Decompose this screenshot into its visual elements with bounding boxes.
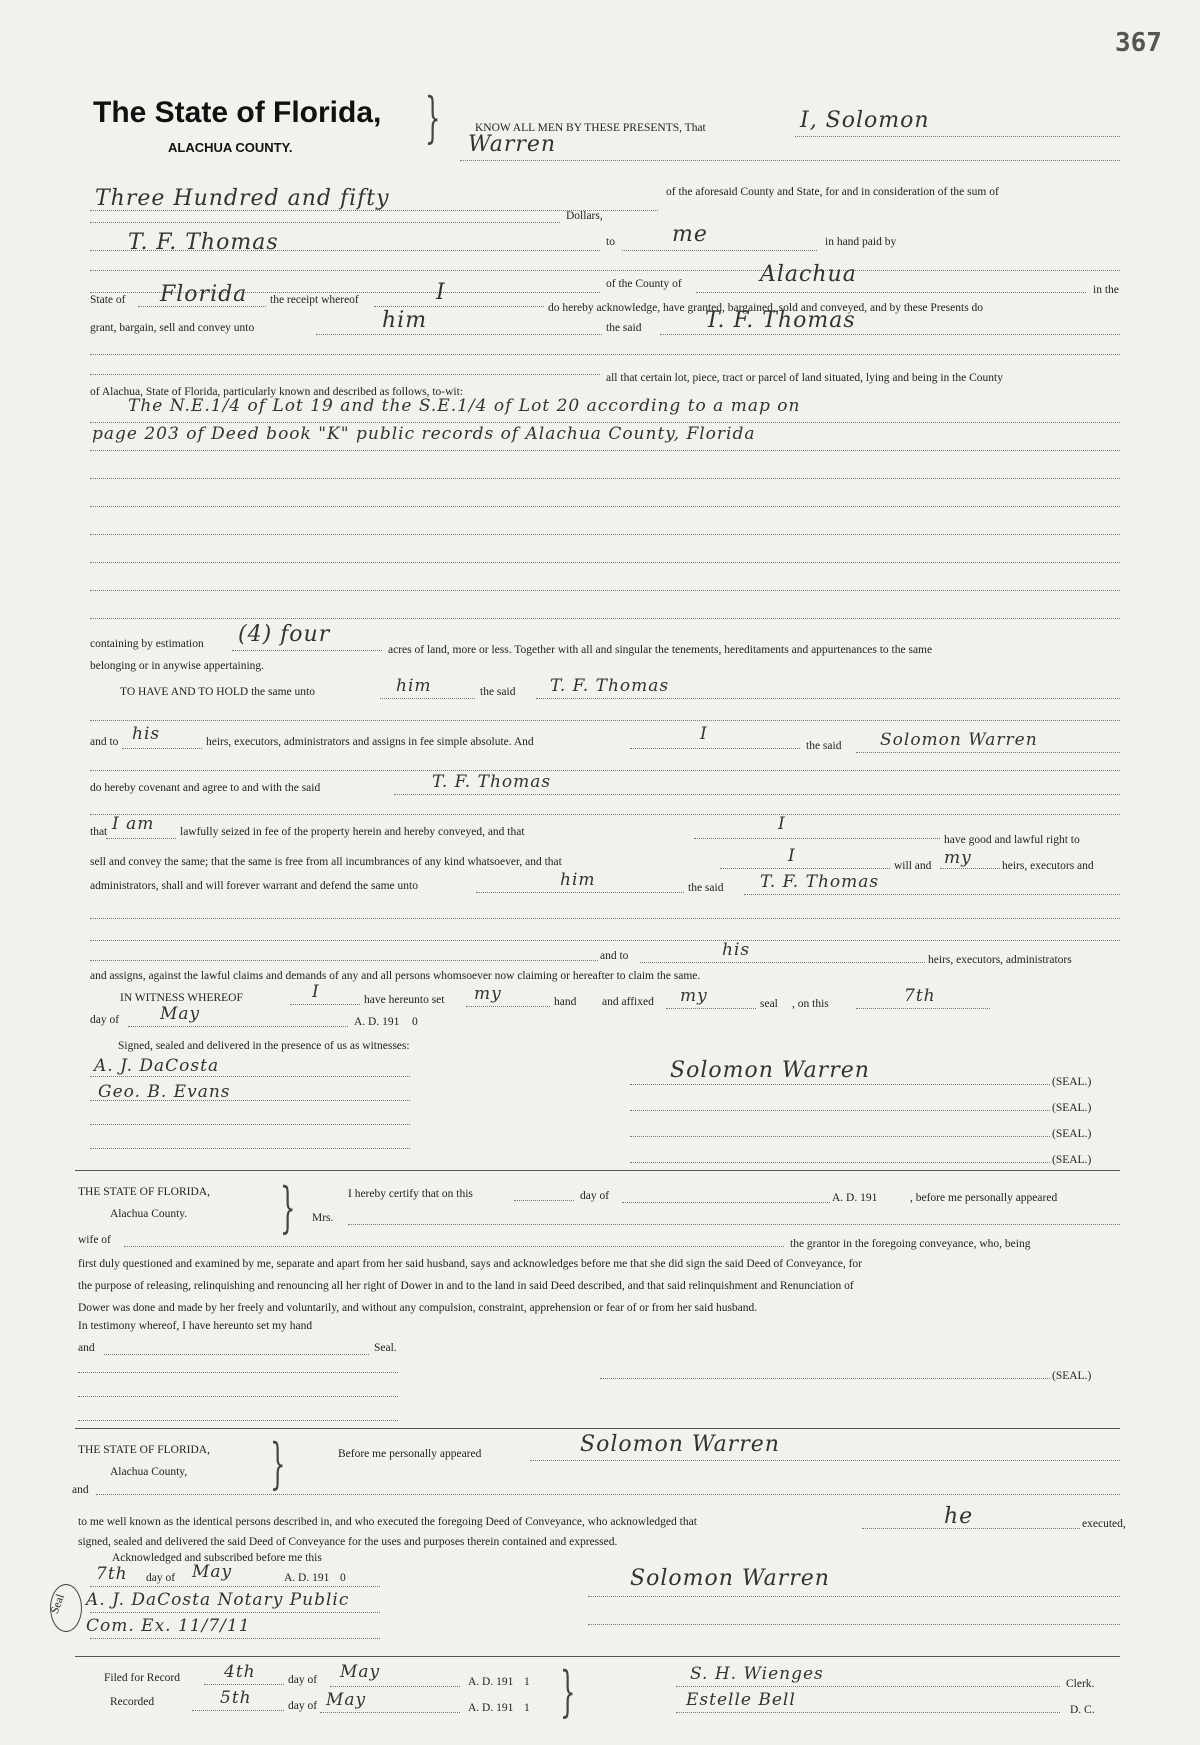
filed-ad: A. D. 191 [468,1676,514,1688]
rule [696,292,1086,293]
rule [536,698,1120,699]
affixed-hw: my [680,986,708,1006]
notary-hw: A. J. DaCosta Notary Public [86,1590,350,1610]
rule [90,960,598,961]
his-hw: his [132,724,161,744]
seal-2: (SEAL.) [1052,1102,1092,1114]
signed-sealed-text: Signed, sealed and delivered in the presence of us as witnesses: [118,1040,410,1052]
rule [90,1100,410,1101]
rule [862,1528,1080,1529]
know-all-text: KNOW ALL MEN BY THESE PRESENTS, That [475,122,706,134]
rule [660,334,1120,335]
rule [630,1110,1050,1111]
consideration-hw: Three Hundred and fifty [95,186,390,211]
acknowledge-text: do hereby acknowledge, have granted, bargained, sold and conveyed, and by these Presents do [548,302,984,314]
belonging-text: belonging or in anywise appertaining. [90,660,265,672]
rule [630,1084,1050,1085]
rule [940,868,1000,869]
commission-hw: Com. Ex. 11/7/11 [86,1616,251,1636]
rule [622,250,817,251]
notary-seal-hw: Seal [48,1592,67,1616]
rule [90,1612,380,1613]
ack-to-me: to me well known as the identical persons described in, and who executed the foregoing Deed of Conveyance, who acknowledged that [78,1516,697,1528]
and-to-text: and to [90,736,119,748]
sell-hw: I [788,846,796,866]
rule [90,270,1120,271]
acres-hw: (4) four [238,622,331,647]
and-to-2-text: and to [600,950,629,962]
the-said-text: the said [606,322,642,334]
rule [90,720,1120,721]
ad-text: A. D. 191 [354,1016,400,1028]
rule [856,752,1120,753]
rule [348,1224,1120,1225]
rule [90,354,1120,355]
filed-day-hw: 4th [224,1662,256,1682]
day-hw: 7th [904,986,936,1006]
rule [720,868,890,869]
rule [90,478,1120,479]
rule [90,1124,410,1125]
dower-testimony: In testimony whereof, I have hereunto set my hand [78,1320,313,1332]
dower-certify: I hereby certify that on this [348,1188,473,1200]
clerk-text: Clerk. [1066,1678,1095,1690]
my-hw: my [944,848,972,868]
defend-grantee-hw: T. F. Thomas [760,872,880,892]
rule [676,1712,1060,1713]
dower-brace: } [280,1176,296,1239]
dower-seal-dot: Seal. [374,1342,397,1354]
the-said-4-text: the said [688,882,724,894]
heirs-exec-text: heirs, executors, administrators and assigns in fee simple absolute. And [206,736,534,748]
in-hand-paid-text: in hand paid by [825,236,897,248]
ack-state: THE STATE OF FLORIDA, [78,1444,210,1456]
ack-signature-hw: Solomon Warren [630,1566,830,1591]
clerk-hw: S. H. Wienges [690,1664,824,1684]
dower-grantor: the grantor in the foregoing conveyance, who, being [790,1238,1031,1250]
rule [622,1202,830,1203]
rule [124,1246,784,1247]
receipt-whereof-text: the receipt whereof [270,294,359,306]
dollars-text: Dollars, [566,210,603,222]
ack-day-hw: 7th [96,1564,128,1584]
dower-seal: (SEAL.) [1052,1370,1092,1382]
ack-subscribed: Acknowledged and subscribed before me this [112,1552,322,1564]
witness2-hw: Geo. B. Evans [98,1082,231,1102]
rule [476,892,684,893]
rule [90,422,1120,423]
rule [90,1148,410,1149]
lawfully-hw: I [778,814,786,834]
recorded-text: Recorded [110,1696,155,1708]
all-that-text: all that certain lot, piece, tract or parcel of land situated, lying and being in the County [606,372,1003,384]
ack-appeared-hw: Solomon Warren [580,1432,780,1457]
rec-day-of: day of [288,1700,318,1712]
rule [90,450,1120,451]
to-text: to [606,236,615,248]
acres-text: acres of land, more or less. Together with all and singular the tenements, hereditaments and appurtenances to the same [388,644,933,656]
section-divider [75,1428,1120,1429]
and-hw: I [700,724,708,744]
ack-he-hw: he [944,1504,974,1529]
to-have-text: TO HAVE AND TO HOLD the same unto [120,686,315,698]
ack-executed: executed, [1082,1518,1126,1530]
rule [514,1200,574,1201]
dower-day-of: day of [580,1190,610,1202]
seal-on-text: seal [760,998,778,1010]
rule [374,306,544,307]
rule [394,794,1120,795]
description-line-1: The N.E.1/4 of Lot 19 and the S.E.1/4 of Lot 20 according to a map on [128,396,801,416]
rule [330,1686,460,1687]
to-have-hw: him [396,676,432,696]
rule [795,136,1120,137]
good-lawful-text: have good and lawful right to [944,834,1080,846]
rule [138,306,266,307]
rule [106,838,176,839]
page-number: 367 [1115,28,1162,58]
county-title: ALACHUA COUNTY. [168,140,293,155]
rule [78,1372,398,1373]
covenant-text: do hereby covenant and agree to and with the said [90,782,321,794]
grantee-hw: T. F. Thomas [705,308,856,333]
dc-text: D. C. [1070,1704,1095,1716]
am-hw: I am [112,814,155,834]
grant-bargain-text: grant, bargain, sell and convey unto [90,322,255,334]
rule [640,962,925,963]
rule [694,838,940,839]
hand-text: hand [554,996,577,1008]
containing-text: containing by estimation [90,638,204,650]
covenant-hw: T. F. Thomas [432,772,552,792]
dower-ad: A. D. 191 [832,1192,878,1204]
rec-month-hw: May [326,1690,367,1710]
rule [744,894,1120,895]
dower-state: THE STATE OF FLORIDA, [78,1186,210,1198]
rule [90,562,1120,563]
rule [96,1494,1120,1495]
affixed-text: and affixed [602,996,654,1008]
dower-line-2: the purpose of releasing, relinquishing and renouncing all her right of Dower in and to the land in said Deed described, and that said relinquishment and Renunciation of [78,1280,854,1292]
rec-year-hw: 1 [524,1702,530,1714]
rule [90,1076,410,1077]
header-brace: } [425,86,441,149]
unto-hw: him [382,308,428,333]
rule [90,940,1120,941]
rule [78,1396,398,1397]
in-the-text: in the [1093,284,1119,296]
heirs-exec-2-text: heirs, executors and [1002,860,1094,872]
the-said-2-text: the said [480,686,516,698]
sell-convey-text: sell and convey the same; that the same is free from all incumbrances of any kind whatsoever, and that [90,856,562,868]
rule [588,1624,1120,1625]
filed-year-hw: 1 [524,1676,530,1688]
ack-and: and [72,1484,89,1496]
state-title: The State of Florida, [93,96,382,129]
grantor-surname-hw: Warren [468,132,557,157]
defend-hw: him [560,870,596,890]
rule [316,334,602,335]
day-of-text: day of [90,1014,120,1026]
dower-line-1: first duly questioned and examined by me, separate and apart from her said husband, says and acknowledges before me that she did sign the said Deed of Conveyance, for [78,1258,862,1270]
rule [290,1004,360,1005]
rule [78,1420,398,1421]
ack-county: Alachua County, [110,1466,188,1478]
rule [630,1162,1050,1163]
year-hw: 0 [412,1016,418,1028]
rule [90,222,560,223]
rule [90,590,1120,591]
witness-whereof-text: IN WITNESS WHEREOF [120,992,243,1004]
aforesaid-text: of the aforesaid County and State, for and in consideration of the sum of [666,186,999,198]
description-line-2: page 203 of Deed book "K" public records of Alachua County, Florida [92,424,756,444]
ack-before: Before me personally appeared [338,1448,482,1460]
rec-day-hw: 5th [220,1688,252,1708]
that-text: that [90,826,108,838]
rule [90,618,1120,619]
filed-text: Filed for Record [104,1672,181,1684]
rule [104,1354,369,1355]
ack-day-of: day of [146,1572,176,1584]
dower-county: Alachua County. [110,1208,188,1220]
rule [90,918,1120,919]
to-have-grantee-hw: T. F. Thomas [550,676,670,696]
grantor-full-hw: Solomon Warren [880,730,1038,750]
county-hw: Alachua [760,262,857,287]
rule [232,650,382,651]
rule [588,1596,1120,1597]
rule [320,1712,460,1713]
county-of-text: of the County of [606,278,682,290]
lawfully-text: lawfully seized in fee of the property herein and hereby conveyed, and that [180,826,525,838]
dower-before-me: , before me personally appeared [910,1192,1058,1204]
ack-brace: } [270,1432,286,1495]
his-2-hw: his [722,940,751,960]
rule [90,374,600,375]
state-of-text: State of [90,294,126,306]
seal-3: (SEAL.) [1052,1128,1092,1140]
ack-year-hw: 0 [340,1572,346,1584]
section-divider [75,1656,1120,1657]
section-divider [75,1170,1120,1171]
grantor-name-hw: I, Solomon [800,108,930,133]
rule [630,1136,1050,1137]
receipt-hw: I [436,280,446,305]
dower-mrs: Mrs. [312,1212,334,1224]
will-and-text: will and [894,860,932,872]
rule [90,506,1120,507]
rule [192,1710,284,1711]
witness-hw: I [312,982,320,1002]
rule [856,1008,990,1009]
rule [90,1586,380,1587]
rule [90,250,600,251]
rule [90,1638,380,1639]
record-brace: } [560,1660,576,1723]
rec-ad: A. D. 191 [468,1702,514,1714]
dower-wife-of: wife of [78,1234,111,1246]
grantor-signature-hw: Solomon Warren [670,1058,870,1083]
rule [530,1460,1120,1461]
rule [90,770,1120,771]
administrators-text: administrators, shall and will forever warrant and defend the same unto [90,880,418,892]
ack-signed: signed, sealed and delivered the said Deed of Conveyance for the uses and purposes therein contained and expressed. [78,1536,618,1548]
rule [466,1006,550,1007]
dower-and: and [78,1342,95,1354]
rule [90,534,1120,535]
filed-month-hw: May [340,1662,381,1682]
payer-hw: T. F. Thomas [128,230,279,255]
and-assigns-text: and assigns, against the lawful claims and demands of any and all persons whomsoever now claiming or hereafter to claim the same. [90,970,701,982]
of-alachua-text: of Alachua, State of Florida, particularly known and described as follows, to-wit: [90,386,464,398]
on-this-text: , on this [792,998,829,1010]
rule [460,160,1120,161]
heirs-exec-3-text: heirs, executors, administrators [928,954,1072,966]
witness1-hw: A. J. DaCosta [94,1056,220,1076]
month-hw: May [160,1004,201,1024]
rule [122,748,202,749]
rule [380,698,475,699]
seal-1: (SEAL.) [1052,1076,1092,1088]
ack-month-hw: May [192,1562,233,1582]
the-said-3-text: the said [806,740,842,752]
seal-4: (SEAL.) [1052,1154,1092,1166]
hereunto-set-text: have hereunto set [364,994,445,1006]
dower-line-3: Dower was done and made by her freely and voluntarily, and without any compulsion, constraint, apprehension or fear of or from her said husband. [78,1302,758,1314]
ack-ad: A. D. 191 [284,1572,330,1584]
rule [90,814,1120,815]
rule [676,1686,1060,1687]
rule [128,1026,348,1027]
rule [600,1378,1050,1379]
dc-hw: Estelle Bell [686,1690,796,1710]
rule [630,748,800,749]
set-hw: my [474,984,502,1004]
rule [204,1684,284,1685]
to-hw: me [672,222,708,247]
state-hw: Florida [160,282,248,307]
rule [666,1008,756,1009]
filed-day-of: day of [288,1674,318,1686]
